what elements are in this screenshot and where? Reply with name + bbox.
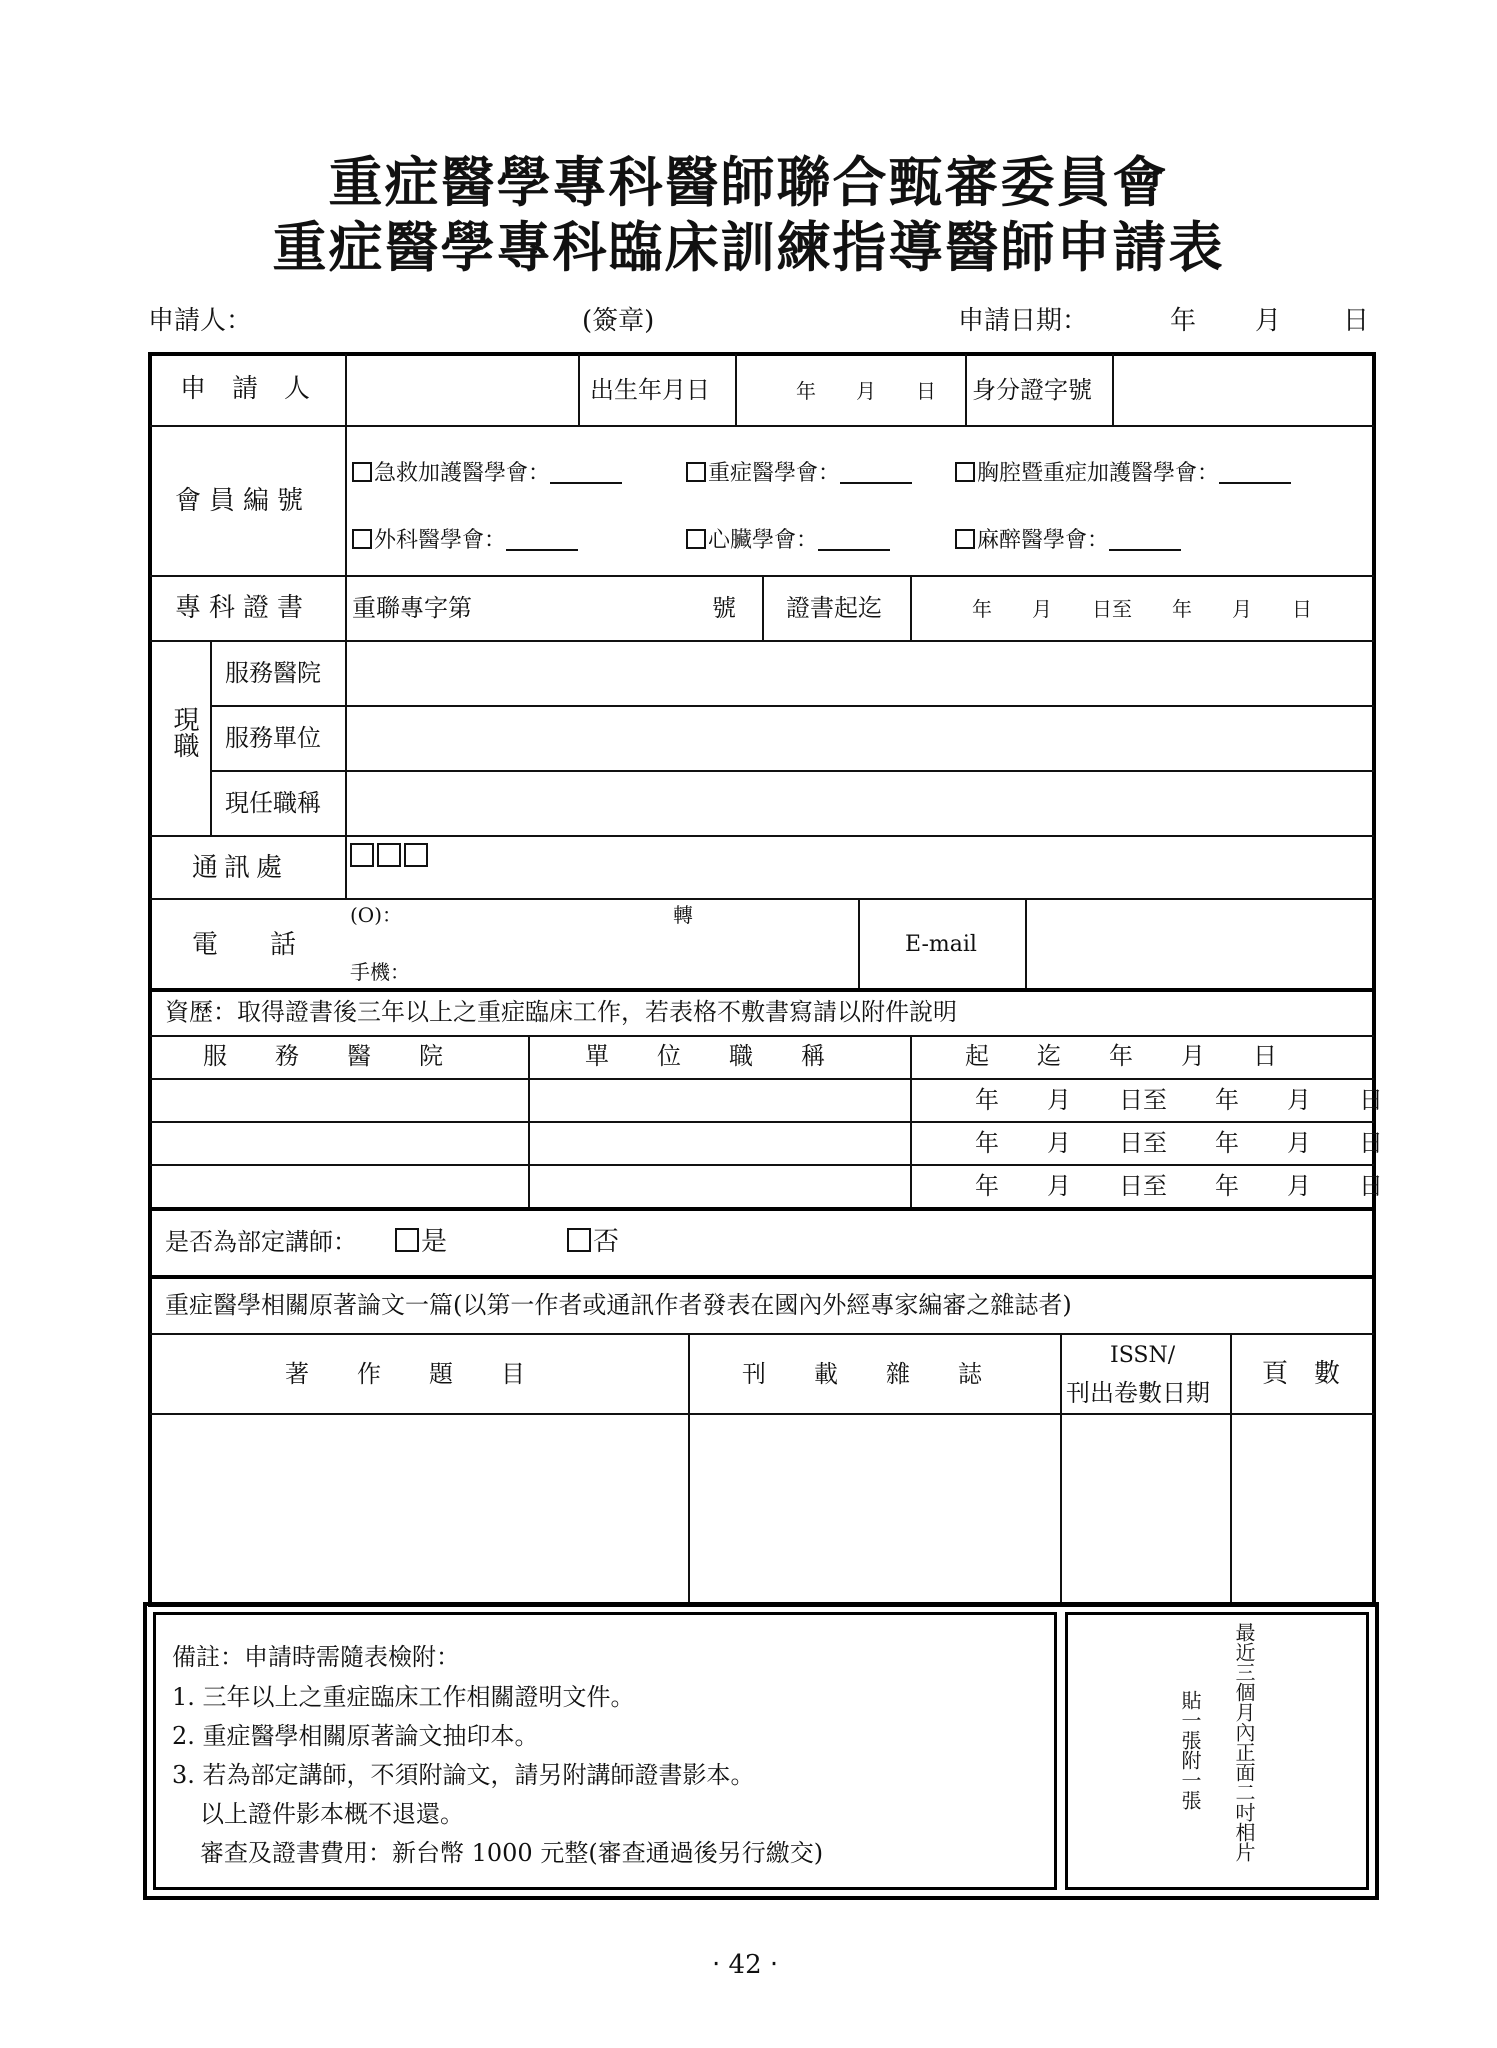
exp-row-date[interactable]: 年 月 日至 年 月 日 — [975, 1172, 1383, 1200]
checkbox-icon[interactable] — [686, 529, 706, 549]
member-society-surgery[interactable]: 外科醫學會： — [352, 527, 578, 552]
cert-period-label: 證書起迄 — [786, 594, 882, 622]
member-society-chest[interactable]: 胸腔暨重症加護醫學會： — [955, 460, 1291, 485]
member-society-cardiology[interactable]: 心臟學會： — [686, 527, 890, 552]
member-society-critical-care[interactable]: 重症醫學會： — [686, 460, 912, 485]
id-number-label: 身分證字號 — [972, 376, 1092, 404]
lecturer-yes-option[interactable]: 是 — [395, 1228, 447, 1255]
email-label: E-mail — [905, 932, 977, 957]
hospital-label: 服務醫院 — [225, 659, 321, 687]
paper-journal-field[interactable] — [690, 1416, 1058, 1602]
checkbox-icon[interactable] — [955, 462, 975, 482]
apply-date-label: 申請日期： — [958, 306, 1089, 336]
notes-item-3: 3. 若為部定講師，不須附論文，請另附講師證書影本。 — [172, 1761, 755, 1789]
apply-month: 月 — [1255, 306, 1282, 336]
phone-label: 電 話 — [192, 930, 297, 960]
checkbox-icon[interactable] — [955, 529, 975, 549]
notes-item-1: 1. 三年以上之重症臨床工作相關證明文件。 — [172, 1683, 635, 1711]
applicant-label: 申請人： — [148, 306, 253, 336]
lecturer-label: 是否為部定講師： — [165, 1228, 357, 1256]
cert-number-suffix: 號 — [712, 594, 736, 622]
notes-item-2: 2. 重症醫學相關原著論文抽印本。 — [172, 1722, 539, 1750]
job-title-field[interactable] — [347, 771, 1372, 834]
paper-title-field[interactable] — [152, 1416, 686, 1602]
notes-line-5: 審查及證書費用：新台幣 1000 元整(審查通過後另行繳交) — [200, 1839, 824, 1867]
id-number-field[interactable] — [1114, 355, 1372, 425]
postal-box-icon[interactable] — [350, 843, 374, 867]
page-number: ‧ 42 ‧ — [712, 1950, 779, 1980]
unit-field[interactable] — [347, 706, 1372, 769]
dob-field[interactable]: 年 月 日 — [796, 379, 936, 403]
postal-box-icon[interactable] — [377, 843, 401, 867]
paper-header-pages: 頁 數 — [1262, 1359, 1341, 1389]
exp-header-title: 單 位 職 稱 — [585, 1042, 825, 1070]
photo-box — [1065, 1612, 1369, 1890]
job-title-label: 現任職稱 — [225, 789, 321, 817]
checkbox-icon[interactable] — [352, 529, 372, 549]
member-number-label: 會員編號 — [175, 486, 312, 516]
checkbox-icon[interactable] — [686, 462, 706, 482]
postal-code-boxes[interactable] — [350, 843, 431, 870]
notes-line-4: 以上證件影本概不退還。 — [200, 1800, 464, 1828]
dob-label: 出生年月日 — [590, 376, 710, 404]
exp-header-hospital: 服 務 醫 院 — [203, 1042, 443, 1070]
checkbox-icon[interactable] — [395, 1228, 419, 1252]
exp-row-date[interactable]: 年 月 日至 年 月 日 — [975, 1086, 1383, 1114]
cert-period-field[interactable]: 年 月 日至 年 月 日 — [972, 597, 1312, 621]
email-field[interactable] — [1027, 900, 1372, 986]
applicant-name-label: 申 請 人 — [180, 374, 311, 404]
office-phone-label: (O)： — [350, 903, 403, 927]
checkbox-icon[interactable] — [567, 1228, 591, 1252]
specialty-cert-label: 專科證書 — [175, 593, 312, 623]
lecturer-no-option[interactable]: 否 — [567, 1228, 619, 1255]
paper-header-issn: ISSN/ — [1110, 1343, 1176, 1368]
address-label: 通訊處 — [192, 853, 289, 883]
paper-header-journal: 刊 載 雜 誌 — [742, 1360, 982, 1388]
member-society-anesthesia[interactable]: 麻醉醫學會： — [955, 527, 1181, 552]
form-title-committee: 重症醫學專科醫師聯合甄審委員會 — [328, 151, 1169, 214]
paper-header-volume-date: 刊出卷數日期 — [1066, 1379, 1210, 1407]
postal-box-icon[interactable] — [404, 843, 428, 867]
applicant-name-field[interactable] — [347, 355, 577, 425]
current-job-label: 現職 — [169, 706, 199, 758]
form-title-application: 重症醫學專科臨床訓練指導醫師申請表 — [272, 216, 1225, 279]
hospital-field[interactable] — [347, 641, 1372, 704]
paper-caption: 重症醫學相關原著論文一篇(以第一作者或通訊作者發表在國內外經專家編審之雜誌者) — [165, 1291, 1072, 1319]
paper-header-title: 著 作 題 目 — [285, 1360, 525, 1388]
seal-label: (簽章) — [582, 306, 655, 336]
checkbox-icon[interactable] — [352, 462, 372, 482]
mobile-label: 手機： — [350, 960, 410, 984]
exp-row-date[interactable]: 年 月 日至 年 月 日 — [975, 1129, 1383, 1157]
apply-year: 年 — [1170, 306, 1197, 336]
exp-header-period: 起 迄 年 月 日 — [965, 1042, 1277, 1070]
photo-instruction-spec: 最近三個月內正面二吋相片 — [1232, 1622, 1256, 1862]
experience-caption: 資歷：取得證書後三年以上之重症臨床工作，若表格不敷書寫請以附件說明 — [165, 998, 957, 1026]
notes-heading: 備註：申請時需隨表檢附： — [172, 1643, 460, 1671]
cert-prefix: 重聯專字第 — [352, 594, 472, 622]
member-society-emergency[interactable]: 急救加護醫學會： — [352, 460, 622, 485]
photo-instruction-count: 貼一張附一張 — [1178, 1690, 1202, 1810]
unit-label: 服務單位 — [225, 724, 321, 752]
apply-day: 日 — [1343, 306, 1370, 336]
extension-label: 轉 — [673, 903, 693, 927]
